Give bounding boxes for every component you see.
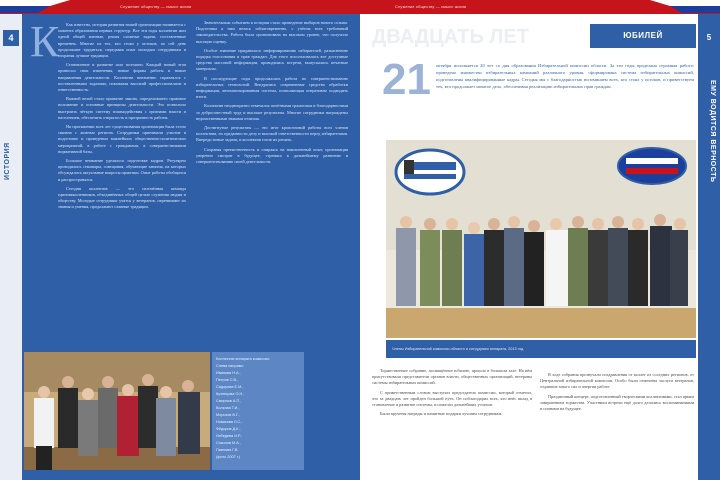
paragraph: Как известно, история развития нашей организации начинается с момента образования первых структур. Все эти годы коллектив жил одной общей жизнью, решая сложные задачи, поставленные временем. Многие из тех, кто стоял у истоков, по сей день продолжают трудиться, передавая опыт молодым сотрудникам и сохраняя лучшие традиции. [58,22,186,59]
big-date-number: 21 [382,55,431,104]
caption-line: Новикова Л.С., [216,420,243,424]
paragraph: Достигнутые результаты — это итог кропотливой работы всех членов коллектива, их преданности делу и высокой ответственности перед избирателями. Впереди новые задачи, и коллектив готов их решать. [196,125,348,143]
right-column-1 [372,368,532,472]
paragraph: Большое внимание уделялось подготовке кадров. Регулярно проводились семинары, совещания, обучающие занятия, на которых обсуждались актуальные вопросы практики. Опыт работы обобщался и распространялся. [58,158,186,182]
caption-line: Соколов М.А., [216,441,241,445]
paragraph: Становление и развитие шло поэтапно. Каждый новый этап приносил свои изменения, новые формы работы и новые направления деятельности. Коллектив неизменно справлялся с поставленными задачами, показывая высокий профессионализм и ответственность. [58,62,186,93]
paragraph: Значительным событием в истории стало проведение выборов нового созыва. Подготовка к ним велась заблаговременно, с учётом всех требований законодательства. Работа была организована на высоком уровне, что получило высокую оценку. [196,20,348,44]
page-number-right: 5 [706,33,712,42]
section-side-label-right: ЕМУ ВОДИТСЯ ВЕРНОСТЬ [709,80,716,183]
paragraph: Торжественное собрание, посвящённое юбилею, прошло в большом зале. На нём присутствовали представители органов власти, общественных организаций, ветераны системы избирательных комиссий. [372,368,532,386]
paragraph: На протяжении всех лет существования организация была тесно связана с жизнью региона. Сотрудники принимали участие в подготовке и проведении важнейших общественно-политических мероприятий, в работе с гражданами, в совершенствовании нормативной базы. [58,124,186,154]
photo-caption-left [212,352,304,470]
caption-line: Петров С.В., [216,378,239,382]
caption-line: (фото 2007 г.) [216,455,241,459]
caption-line: Фёдоров Д.К., [216,427,241,431]
paragraph: Важной вехой стало принятие закона, определившего правовое положение и основные принципы деятельности. Это позволило выстроить чёткую систему взаимодействия с органами власти и населением, обеспечить открытость и прозрачность работы. [58,96,186,120]
paragraph: Сохраняя преемственность и опираясь на накопленный опыт, организация уверенно смотрит в будущее, стремясь к дальнейшему развитию и совершенствованию своей деятельности. [196,146,348,165]
paragraph: Особое значение придавалось информированию избирателей, разъяснению порядка голосования и прав граждан. Для этого использовались все доступные средства массовой информации, проводились встречи, выпускались печатные материалы. [196,47,348,72]
left-column-1 [28,17,186,340]
photo-caption-right: Члены Избирательной комиссии области и сотрудники аппарата, 2013 год [386,340,696,358]
paragraph: В последующие годы продолжалась работа по совершенствованию избирательных технологий. Внедрялись современные средства обработки информации, автоматизированная система, позволяющая оперативно подводить итоги. [196,75,348,100]
banner-text-left: Служение обществу — смысл жизни [120,4,192,9]
intro-paragraph: октября исполняется 20 лет со дня образования Избирательной комиссии области. За эти годы проделана огромная работа: проведено множество избирательных кампаний различного уровня, сформирована система избирательных комиссий, подготовлены квалифицированные кадры. Сегодня мы с благодарностью вспоминаем всех, кто стоял у истоков, и приветствуем тех, кто продолжает начатое дело, обеспечивая реализацию избирательных прав граждан. [436,63,694,89]
section-side-label-left: ИСТОРИЯ [4,142,11,180]
caption-line: Коллектив аппарата комиссии [216,357,270,361]
caption-line: Морозов В.Г., [216,413,240,417]
commission-group-photo [386,140,696,338]
paragraph: Праздничный концерт, подготовленный творческими коллективами, стал ярким завершением торжества. Участники встречи ещё долго делились воспоминаниями и планами на будущее. [540,393,694,412]
right-column-2 [540,372,694,472]
caption-line: Смирнов А.П., [216,399,242,403]
paragraph: В ходе собрания прозвучали поздравления от коллег из соседних регионов, от Центральной избирательной комиссии. Особо были отмечены заслуги ветеранов, отдавших много сил и энергии работе. [540,372,694,390]
section-tab: ЮБИЛЕЙ [590,24,696,48]
top-banner [0,0,720,14]
caption-line: Сидорова Е.М., [216,385,244,389]
caption-line: Волкова Т.И., [216,406,240,410]
caption-line: Павлова Г.В. [216,448,239,452]
paragraph: Были вручены награды и памятные подарки лучшим сотрудникам. [380,411,503,417]
drop-cap: К [30,17,60,66]
caption-line: Иванова Н.А., [216,371,241,375]
staff-group-photo [24,352,210,470]
paragraph: Коллектив неоднократно отмечался почётными грамотами и благодарностями за добросовестный труд и высокие результаты. Многие сотрудники награждены ведомственными знаками отличия. [196,103,348,121]
page-number-left: 4 [3,30,19,46]
left-column-2 [196,20,348,342]
caption-line: Лебедева И.Р., [216,434,242,438]
faded-title: ДВАДЦАТЬ ЛЕТ [372,26,529,48]
paragraph: С приветственным словом выступил председатель комиссии, который отметил, что за двадцать лет пройден большой путь. Он поблагодарил всех, кто внёс вклад в становление и развитие системы, и пожелал дальнейших успехов. [372,389,532,408]
paragraph: Сегодня коллектив — это сплочённая команда единомышленников, объединённых общей целью служения людям и обществу. Молодые сотрудники учатся у ветеранов, перенимают их знания и умения, продолжают славные традиции. [58,185,186,210]
caption-line: Слева направо: [216,364,244,368]
caption-line: Кузнецова О.Н., [216,392,245,396]
banner-text-right: Служение обществу — смысл жизни [395,4,467,9]
